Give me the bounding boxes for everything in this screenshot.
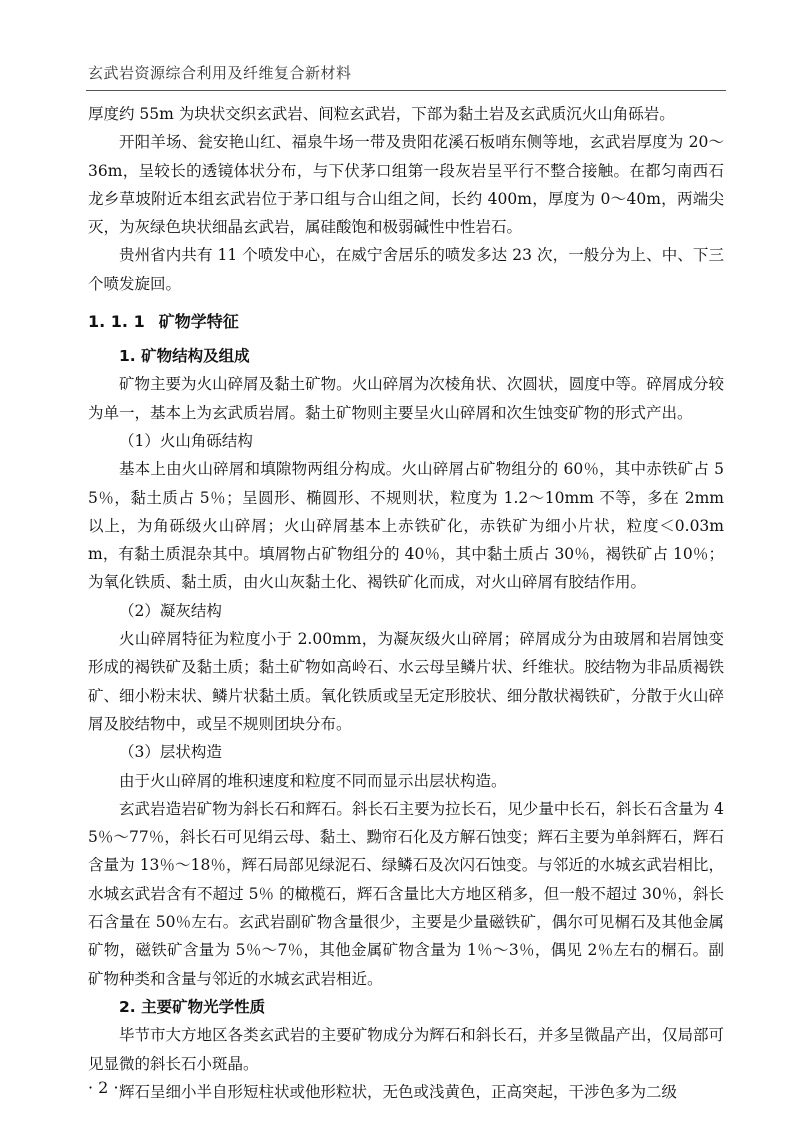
paragraph-volcanic-breccia: 基本上由火山碎屑和填隙物两组分构成。火山碎屑占矿物组分的 60％，其中赤铁矿占 55％，黏土质占 5％；呈圆形、椭圆形、不规则状，粒度为 1.2～10mm 不等，多在 2mm 以上，为角砾级火山碎屑；火山碎屑基本上赤铁矿化，赤铁矿为细小片状，粒度＜0.03mm，有黏土质混杂其中。填屑物占矿物组分的 40％，其中黏土质占 30％，褐铁矿占 10％；为氧化铁质、黏土质，由火山灰黏土化、褐铁矿化而成，对火山碎屑有胶结作用。 — [88, 460, 724, 592]
header-divider — [86, 90, 726, 91]
paragraph-thickness: 厚度约 55m 为块状交织玄武岩、间粒玄武岩，下部为黏土岩及玄武质沉火山角砾岩。 — [88, 105, 675, 123]
paragraph-tuff-texture: 火山碎屑特征为粒度小于 2.00mm，为凝灰级火山碎屑；碎屑成分为由玻屑和岩屑蚀变形成的褐铁矿及黏土质；黏土矿物如高岭石、水云母呈鳞片状、纤维状。胶结物为非品质褐铁矿、细小粉末状、鳞片状黏土质。氧化铁质或呈无定形胶状、细分散状褐铁矿，分散于火山碎屑及胶结物中，或呈不规则团块分布。 — [88, 630, 724, 733]
section-title: 矿物学特征 — [158, 312, 239, 332]
paragraph-rock-forming-minerals: 玄武岩造岩矿物为斜长石和辉石。斜长石主要为拉长石，见少量中长石，斜长石含量为 45％～77％，斜长石可见绢云母、黏土、黝帘石化及方解石蚀变；辉石主要为单斜辉石，辉石含量为 13％～18％，辉石局部见绿泥石、绿鳞石及次闪石蚀变。与邻近的水城玄武岩相比，水城玄武岩含有不超过 5％ 的橄榄石，辉石含量比大方地区稍多，但一般不超过 30％，斜长石含量在 50％左右。玄武岩副矿物含量很少，主要是少量磁铁矿，偶尔可见榍石及其他金属矿物，磁铁矿含量为 5％～7％，其他金属矿物含量为 1％～3％，偶见 2％左右的榍石。副矿物种类和含量与邻近的水城玄武岩相近。 — [88, 799, 724, 988]
subsection-heading-optical: 2. 主要矿物光学性质 — [119, 997, 266, 1016]
section-heading — [88, 308, 724, 336]
heading-tuff-texture: （2）凝灰结构 — [119, 601, 222, 620]
paragraph-dafang-basalt: 毕节市大方地区各类玄武岩的主要矿物成分为辉石和斜长石，并多呈微晶产出，仅局部可见显微的斜长石小斑晶。 — [88, 1026, 724, 1073]
body-text — [88, 100, 724, 1106]
paragraph-pyroxene: 辉石呈细小半自形短柱状或他形粒状，无色或浅黄色，正高突起，干涉色多为二级 — [119, 1082, 678, 1101]
section-number: 1. 1. 1 — [88, 312, 145, 332]
paragraph-layered-structure: 由于火山碎屑的堆积速度和粒度不同而显示出层状构造。 — [119, 771, 507, 790]
heading-volcanic-breccia: （1）火山角砾结构 — [119, 431, 253, 450]
paragraph-minerals: 矿物主要为火山碎屑及黏土矿物。火山碎屑为次棱角状、次圆状，圆度中等。碎屑成分较为单一，基本上为玄武质岩屑。黏土矿物则主要呈火山碎屑和次生蚀变矿物的形式产出。 — [88, 375, 724, 422]
page-number: · 2 · — [88, 1078, 119, 1097]
heading-layered-structure: （3）层状构造 — [119, 743, 222, 762]
subsection-heading-structure: 1. 矿物结构及组成 — [119, 347, 250, 366]
paragraph-kaiyang: 开阳羊场、瓮安艳山红、福泉牛场一带及贵阳花溪石板哨东侧等地，玄武岩厚度为 20～36m，呈较长的透镜体状分布，与下伏茅口组第一段灰岩呈平行不整合接触。在都匀南西石龙乡草坡附近本组玄武岩位于茅口组与合山组之间，长约 400m，厚度为 0～40m，两端尖灭，为灰绿色块状细晶玄武岩，属硅酸饱和极弱碱性中性岩石。 — [88, 133, 724, 237]
paragraph-eruption-centers: 贵州省内共有 11 个喷发中心，在威宁舍居乐的喷发多达 23 次，一般分为上、中、下三个喷发旋回。 — [88, 246, 724, 293]
running-header: 玄武岩资源综合利用及纤维复合新材料 — [88, 64, 352, 82]
